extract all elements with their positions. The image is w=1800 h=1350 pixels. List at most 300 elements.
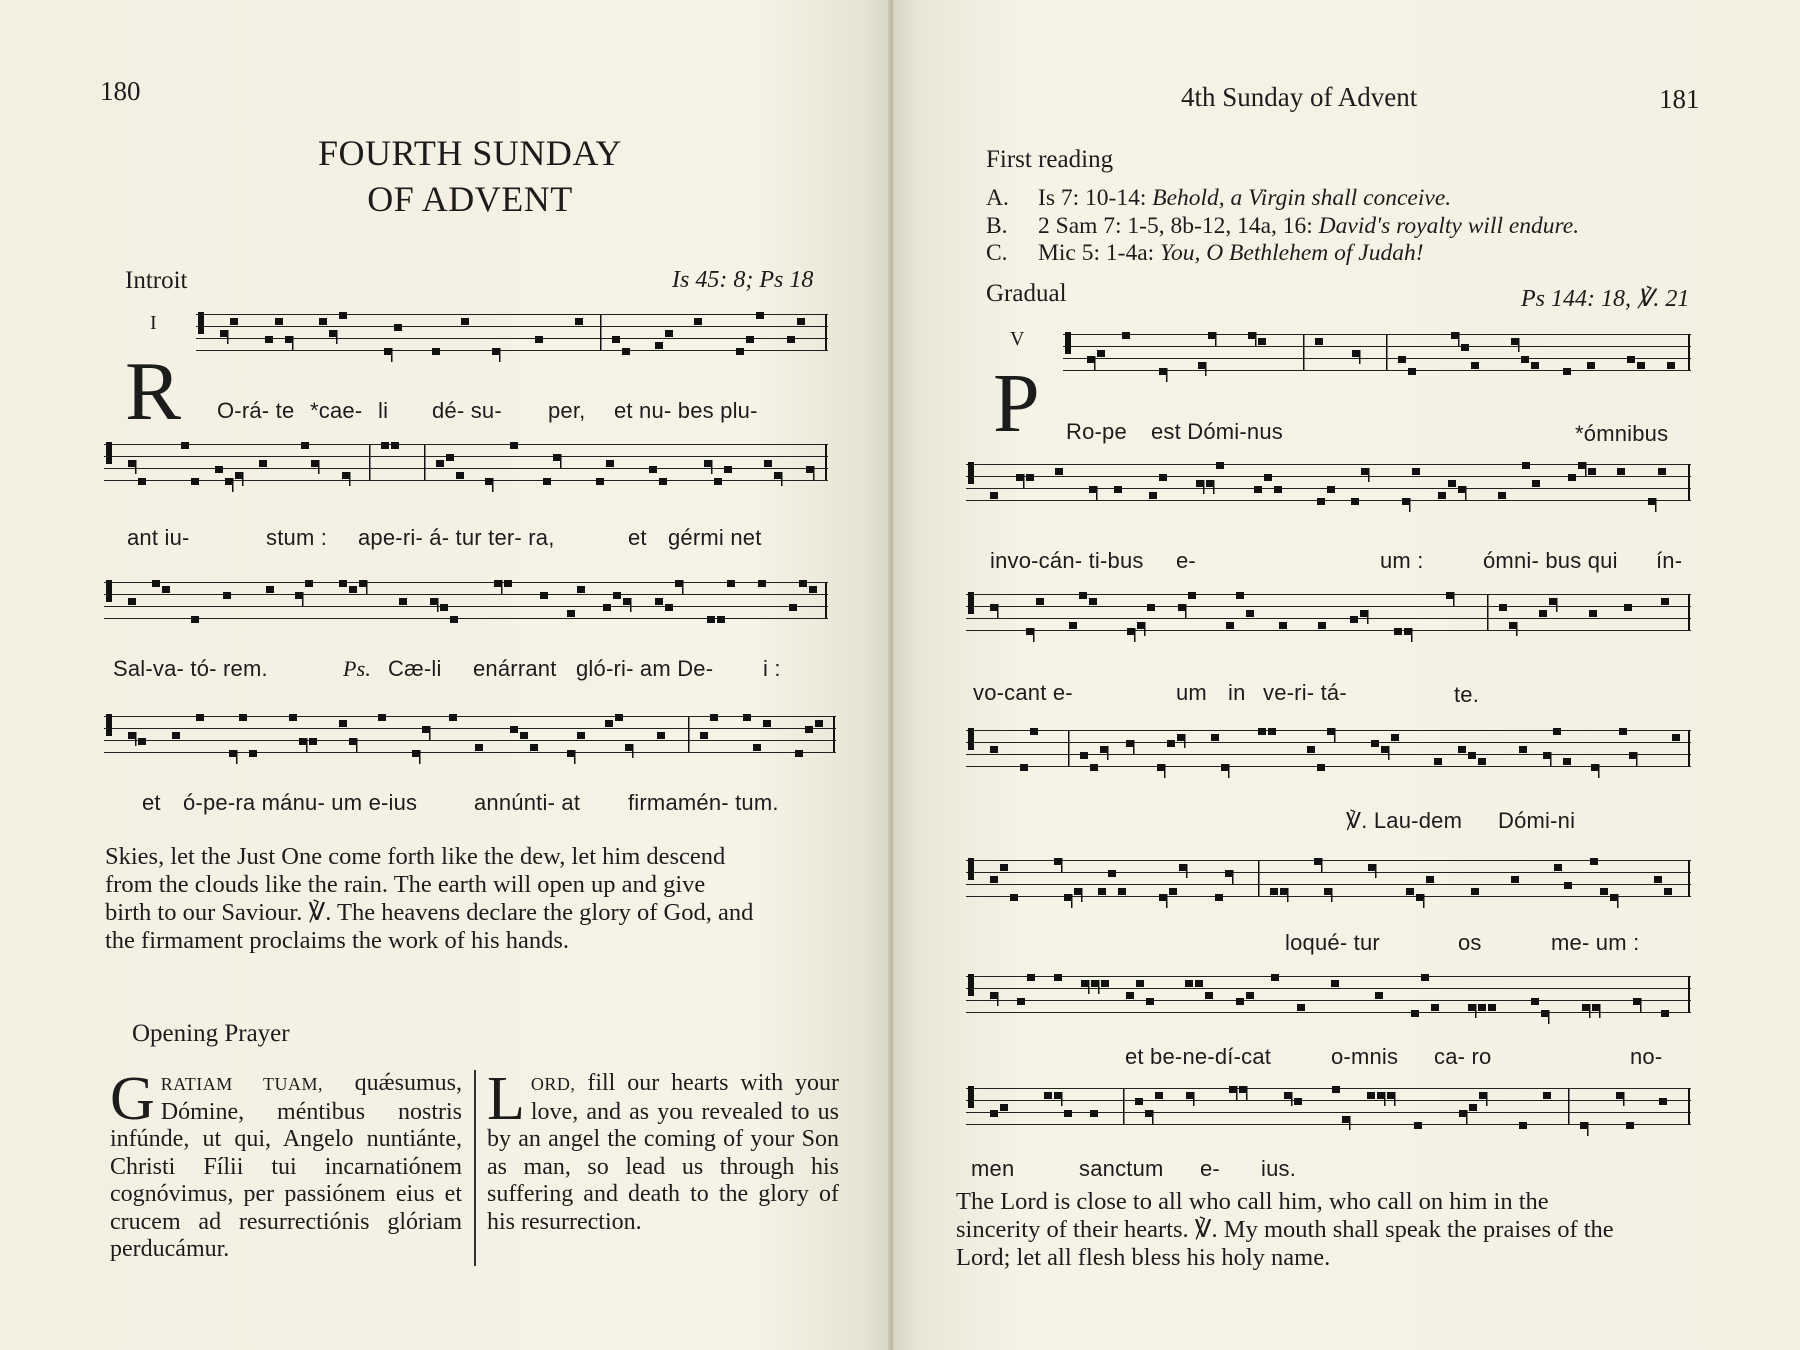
neume-note xyxy=(301,442,309,449)
neume-note xyxy=(1055,468,1063,475)
neume-stem xyxy=(1465,486,1467,500)
neume-stem xyxy=(242,472,244,486)
introit-label: Introit xyxy=(125,267,188,294)
neume-note xyxy=(1629,752,1637,759)
neume-stem xyxy=(1023,474,1025,488)
reading-list xyxy=(986,185,1579,268)
neume-stem xyxy=(1166,894,1168,908)
lyric-syllable: os xyxy=(1458,930,1482,955)
lyric-syllable: o-mnis xyxy=(1331,1044,1399,1069)
neume-note xyxy=(1406,888,1414,895)
clef-mark xyxy=(968,592,974,614)
neume-note xyxy=(220,330,228,337)
neume-note xyxy=(657,732,665,739)
lyric-syllable: me- um : xyxy=(1551,930,1640,955)
bar-line xyxy=(424,444,426,480)
neume-note xyxy=(1159,368,1167,375)
neume-note xyxy=(1146,998,1154,1005)
neume-stem xyxy=(632,744,634,758)
neume-note xyxy=(1044,1092,1052,1099)
neume-note xyxy=(1211,734,1219,741)
neume-note xyxy=(309,738,317,745)
lyric-syllable: e- xyxy=(1200,1156,1220,1181)
neume-note xyxy=(1069,622,1077,629)
neume-notes xyxy=(966,460,1691,520)
neume-stem xyxy=(318,460,320,474)
neume-note xyxy=(235,472,243,479)
neume-note xyxy=(990,1110,998,1117)
neume-note xyxy=(1246,610,1254,617)
bar-line xyxy=(825,444,827,480)
lyric-syllable: e- xyxy=(1176,548,1196,573)
neume-note xyxy=(1091,980,1099,987)
lyric-syllable: *ómnibus xyxy=(1575,421,1669,446)
bar-line xyxy=(1688,730,1690,766)
neume-note xyxy=(128,460,136,467)
neume-note xyxy=(1469,1104,1477,1111)
neume-note xyxy=(1145,1110,1153,1117)
reading-line: C. Mic 5: 1-4a: You, O Bethlehem of Judah! xyxy=(986,240,1424,266)
neume-note xyxy=(1588,468,1596,475)
lyric-syllable: Ro-pe xyxy=(1066,419,1127,444)
neume-note xyxy=(191,478,199,485)
bar-line xyxy=(833,716,835,752)
neume-note xyxy=(613,592,621,599)
bar-line xyxy=(1386,334,1388,370)
neume-note xyxy=(1087,356,1095,363)
neume-note xyxy=(1416,894,1424,901)
neume-note xyxy=(1648,498,1656,505)
bar-line xyxy=(1688,1088,1690,1124)
lyric-syllable: annúnti- at xyxy=(474,790,581,815)
neume-notes xyxy=(966,972,1691,1032)
neume-note xyxy=(449,714,457,721)
neume-note xyxy=(990,492,998,499)
small-caps-opening: RATIAM TUAM, xyxy=(160,1074,324,1094)
neume-note xyxy=(700,732,708,739)
neume-note xyxy=(746,336,754,343)
page-number-left: 180 xyxy=(100,76,141,106)
gradual-label: Gradual xyxy=(986,280,1067,307)
neume-note xyxy=(138,738,146,745)
lyric-syllable: enárrant xyxy=(473,656,557,681)
neume-stem xyxy=(1232,870,1234,884)
neume-note xyxy=(181,442,189,449)
lyric-syllable: ant iu- xyxy=(127,525,190,550)
lyric-syllable: sanctum xyxy=(1079,1156,1164,1181)
neume-note xyxy=(577,732,585,739)
neume-note xyxy=(809,586,817,593)
neume-note xyxy=(1315,338,1323,345)
neume-note xyxy=(1521,356,1529,363)
lyric-syllable: um : xyxy=(1380,548,1424,573)
neume-note xyxy=(797,318,805,325)
clef-mark xyxy=(968,974,974,996)
neume-note xyxy=(1135,1098,1143,1105)
neume-stem xyxy=(1636,752,1638,766)
neume-note xyxy=(359,580,367,587)
neume-note xyxy=(229,750,237,757)
neume-note xyxy=(1089,598,1097,605)
neume-note xyxy=(1074,888,1082,895)
neume-note xyxy=(1543,1092,1551,1099)
neume-note xyxy=(494,580,502,587)
neume-note xyxy=(446,454,454,461)
neume-note xyxy=(1127,628,1135,635)
neume-note xyxy=(289,714,297,721)
neume-note xyxy=(299,738,307,745)
neume-note xyxy=(806,466,814,473)
neume-note xyxy=(172,732,180,739)
neume-note xyxy=(1438,492,1446,499)
neume-note xyxy=(1169,888,1177,895)
neume-note xyxy=(1499,604,1507,611)
neume-note xyxy=(1114,486,1122,493)
clef-mark xyxy=(1065,332,1071,354)
neume-note xyxy=(1578,462,1586,469)
clef-mark xyxy=(968,858,974,880)
neume-stem xyxy=(336,330,338,344)
neume-notes xyxy=(966,590,1691,650)
neume-note xyxy=(223,592,231,599)
reading-line: B. 2 Sam 7: 1-5, 8b-12, 14a, 16: David's royalty will endure. xyxy=(986,212,1580,239)
neume-note xyxy=(1097,350,1105,357)
neume-note xyxy=(1549,598,1557,605)
neume-note xyxy=(1468,752,1476,759)
neume-note xyxy=(1667,362,1675,369)
neume-note xyxy=(1317,764,1325,771)
neume-note xyxy=(1619,728,1627,735)
neume-note xyxy=(1236,998,1244,1005)
neume-stem xyxy=(574,750,576,764)
small-caps-opening: ORD, xyxy=(530,1074,576,1094)
neume-note xyxy=(774,472,782,479)
neume-note xyxy=(1412,468,1420,475)
neume-note xyxy=(1178,604,1186,611)
chant-staff xyxy=(1063,330,1691,390)
clef-mark xyxy=(968,462,974,484)
neume-note xyxy=(1360,610,1368,617)
neume-note xyxy=(1564,882,1572,889)
neume-stem xyxy=(1486,1092,1488,1106)
neume-note xyxy=(1637,362,1645,369)
neume-note xyxy=(1661,1010,1669,1017)
neume-stem xyxy=(437,598,439,612)
neume-note xyxy=(724,466,732,473)
neume-note xyxy=(990,604,998,611)
bar-line xyxy=(688,716,690,752)
neume-note xyxy=(990,992,998,999)
prayer-latin xyxy=(110,1065,462,1264)
neume-note xyxy=(1368,864,1376,871)
lyric-syllable: est Dómi-nus xyxy=(1151,419,1283,444)
neume-stem xyxy=(1255,332,1257,346)
clef-mark xyxy=(106,442,112,464)
neume-note xyxy=(1421,974,1429,981)
neume-note xyxy=(1592,1004,1600,1011)
neume-note xyxy=(1448,480,1456,487)
neume-note xyxy=(1626,1122,1634,1129)
neume-note xyxy=(1402,498,1410,505)
translation-line: the firmament proclaims the work of his hands. xyxy=(105,927,570,954)
neume-stem xyxy=(1394,1092,1396,1106)
lyric-syllable: ó-pe-ra mánu- um e-ius xyxy=(183,790,418,815)
neume-note xyxy=(535,336,543,343)
neume-stem xyxy=(1321,858,1323,872)
neume-note xyxy=(1274,486,1282,493)
lyric-syllable: li xyxy=(378,398,389,423)
neume-stem xyxy=(813,466,815,480)
column-divider xyxy=(474,1070,476,1266)
neume-note xyxy=(606,460,614,467)
neume-stem xyxy=(1071,894,1073,908)
right-page xyxy=(893,0,1800,1350)
neume-note xyxy=(1531,998,1539,1005)
neume-note xyxy=(1478,758,1486,765)
neume-stem xyxy=(1205,362,1207,376)
neume-stem xyxy=(1088,980,1090,994)
bar-line xyxy=(1688,464,1690,500)
neume-note xyxy=(128,732,136,739)
neume-stem xyxy=(682,580,684,594)
neume-stem xyxy=(499,348,501,362)
neume-note xyxy=(1532,480,1540,487)
neume-note xyxy=(381,442,389,449)
neume-stem xyxy=(236,750,238,764)
translation-line: sincerity of their hearts. ℣. My mouth shall speak the praises of the xyxy=(956,1216,1614,1243)
neume-note xyxy=(795,750,803,757)
neume-note xyxy=(1157,764,1165,771)
neume-stem xyxy=(419,750,421,764)
neume-note xyxy=(1215,894,1223,901)
neume-note xyxy=(540,592,548,599)
neume-stem xyxy=(711,460,713,474)
neume-stem xyxy=(1236,1086,1238,1100)
neume-stem xyxy=(1098,980,1100,994)
neume-stem xyxy=(630,598,632,612)
translation-line: from the clouds like the rain. The earth will open up and give xyxy=(105,871,706,898)
neume-note xyxy=(1350,616,1358,623)
neume-stem xyxy=(1287,888,1289,902)
neume-note xyxy=(1568,474,1576,481)
mode-number: I xyxy=(150,312,157,334)
neume-note xyxy=(1271,974,1279,981)
neume-note xyxy=(1136,980,1144,987)
neume-stem xyxy=(232,478,234,492)
neume-stem xyxy=(1550,752,1552,766)
neume-note xyxy=(710,714,718,721)
neume-note xyxy=(1054,974,1062,981)
neume-note xyxy=(665,604,673,611)
neume-note xyxy=(1408,368,1416,375)
neume-note xyxy=(1016,474,1024,481)
neume-note xyxy=(1270,888,1278,895)
neume-note xyxy=(1352,350,1360,357)
neume-note xyxy=(1563,758,1571,765)
neume-note xyxy=(1426,876,1434,883)
neume-note xyxy=(1458,746,1466,753)
neume-stem xyxy=(1359,350,1361,364)
neume-notes xyxy=(104,578,828,638)
neume-note xyxy=(1186,1092,1194,1099)
neume-note xyxy=(1149,492,1157,499)
neume-note xyxy=(612,336,620,343)
neume-note xyxy=(1226,622,1234,629)
bar-line xyxy=(825,314,827,350)
left-page xyxy=(0,0,890,1350)
lyric-syllable: ca- ro xyxy=(1434,1044,1492,1069)
title-line-2: OF ADVENT xyxy=(367,179,573,219)
neume-note xyxy=(694,318,702,325)
neume-note xyxy=(1414,1122,1422,1129)
page-title xyxy=(250,130,690,222)
neume-note xyxy=(295,592,303,599)
neume-note xyxy=(1155,1092,1163,1099)
lyric-syllable: ín- xyxy=(1656,548,1683,573)
page-number-right: 181 xyxy=(1659,84,1700,114)
neume-stem xyxy=(1134,628,1136,642)
neume-note xyxy=(1100,746,1108,753)
neume-stem xyxy=(1585,462,1587,476)
neume-note xyxy=(1221,764,1229,771)
lyric-syllable: gló-ri- am De- xyxy=(576,656,714,681)
neume-note xyxy=(1327,486,1335,493)
bar-line xyxy=(1123,1088,1125,1124)
chant-staff xyxy=(966,460,1691,520)
clef-mark xyxy=(106,714,112,736)
neume-notes xyxy=(966,856,1691,916)
bar-line xyxy=(1568,1088,1570,1124)
neume-note xyxy=(1026,628,1034,635)
prayer-english xyxy=(487,1065,840,1236)
neume-stem xyxy=(492,478,494,492)
opening-prayer-label: Opening Prayer xyxy=(132,1020,290,1047)
translation-line: Lord; let all flesh bless his holy name. xyxy=(956,1244,1331,1271)
neume-note xyxy=(1387,1092,1395,1099)
neume-note xyxy=(1411,1010,1419,1017)
neume-note xyxy=(1064,1110,1072,1117)
lyric-syllable: *cae- xyxy=(310,398,363,423)
neume-stem xyxy=(135,732,137,746)
translation-line: Skies, let the Just One come forth like the dew, let him descend xyxy=(105,843,726,870)
neume-notes xyxy=(966,1084,1691,1144)
neume-note xyxy=(1000,864,1008,871)
neume-note xyxy=(162,586,170,593)
lyric-syllable: et xyxy=(142,790,161,815)
neume-note xyxy=(1404,628,1412,635)
neume-note xyxy=(665,330,673,337)
neume-note xyxy=(1317,498,1325,505)
neume-note xyxy=(605,720,613,727)
neume-note xyxy=(430,598,438,605)
lyric-syllable: Sal-va- tó- rem. xyxy=(113,656,268,681)
reading-line: A. Is 7: 10-14: Behold, a Virgin shall conceive. xyxy=(986,185,1452,211)
bar-line xyxy=(1688,976,1690,1012)
neume-note xyxy=(492,348,500,355)
neume-note xyxy=(567,610,575,617)
neume-note xyxy=(1206,480,1214,487)
chant-staff xyxy=(966,856,1691,916)
neume-note xyxy=(1479,1092,1487,1099)
neume-note xyxy=(1661,598,1669,605)
drop-cap-initial: R xyxy=(125,345,182,438)
neume-note xyxy=(1098,888,1106,895)
translation-line: birth to our Saviour. ℣. The heavens declare the glory of God, and xyxy=(105,899,754,926)
neume-stem xyxy=(1331,888,1333,902)
neume-note xyxy=(1229,1086,1237,1093)
neume-note xyxy=(1375,992,1383,999)
neume-note xyxy=(1205,992,1213,999)
neume-note xyxy=(138,478,146,485)
neume-stem xyxy=(1166,368,1168,382)
neume-note xyxy=(1030,728,1038,735)
neume-stem xyxy=(997,604,999,618)
gradual-reference: Ps 144: 18, ℣. 21 xyxy=(1521,286,1690,312)
neume-note xyxy=(432,348,440,355)
lyric-syllable: no- xyxy=(1630,1044,1663,1069)
neume-note xyxy=(1471,888,1479,895)
neume-note xyxy=(787,336,795,343)
chant-staff xyxy=(966,726,1691,786)
lyric-syllable: per, xyxy=(548,398,586,423)
neume-stem xyxy=(1587,1122,1589,1136)
neume-stem xyxy=(1598,764,1600,778)
neume-notes xyxy=(104,440,828,500)
clef-mark xyxy=(198,312,204,334)
neume-note xyxy=(1610,894,1618,901)
lyric-syllable: men xyxy=(971,1156,1015,1181)
neume-note xyxy=(753,744,761,751)
lyric-syllable: stum : xyxy=(266,525,328,550)
neume-note xyxy=(543,478,551,485)
neume-notes xyxy=(1063,330,1691,390)
neume-note xyxy=(615,714,623,721)
neume-note xyxy=(1600,888,1608,895)
neume-stem xyxy=(1556,598,1558,612)
lyric-syllable: firmamén- tum. xyxy=(628,790,779,815)
neume-note xyxy=(215,466,223,473)
neume-stem xyxy=(1516,622,1518,636)
neume-note xyxy=(456,472,464,479)
neume-stem xyxy=(429,726,431,740)
neume-note xyxy=(1324,888,1332,895)
neume-note xyxy=(1616,1092,1624,1099)
neume-stem xyxy=(1411,628,1413,642)
neume-note xyxy=(1279,622,1287,629)
neume-notes xyxy=(196,310,828,370)
neume-stem xyxy=(1033,628,1035,642)
neume-note xyxy=(1079,592,1087,599)
neume-stem xyxy=(1423,894,1425,908)
lyric-syllable: O-rá- te xyxy=(217,398,295,423)
bar-line xyxy=(1258,860,1260,896)
neume-note xyxy=(1294,1098,1302,1105)
neume-stem xyxy=(1458,332,1460,346)
neume-note xyxy=(391,442,399,449)
neume-note xyxy=(675,580,683,587)
lyric-syllable: et be-ne-dí-cat xyxy=(1125,1044,1272,1069)
neume-note xyxy=(1519,1122,1527,1129)
neume-note xyxy=(1590,858,1598,865)
lyric-syllable: dé- su- xyxy=(432,398,502,423)
lyric-syllable: et nu- bes plu- xyxy=(614,398,758,423)
neume-note xyxy=(1332,1086,1340,1093)
neume-note xyxy=(1297,1004,1305,1011)
neume-stem xyxy=(292,336,294,350)
neume-note xyxy=(1020,764,1028,771)
translation-line: The Lord is close to all who call him, who call on him in the xyxy=(956,1188,1549,1215)
neume-note xyxy=(596,478,604,485)
